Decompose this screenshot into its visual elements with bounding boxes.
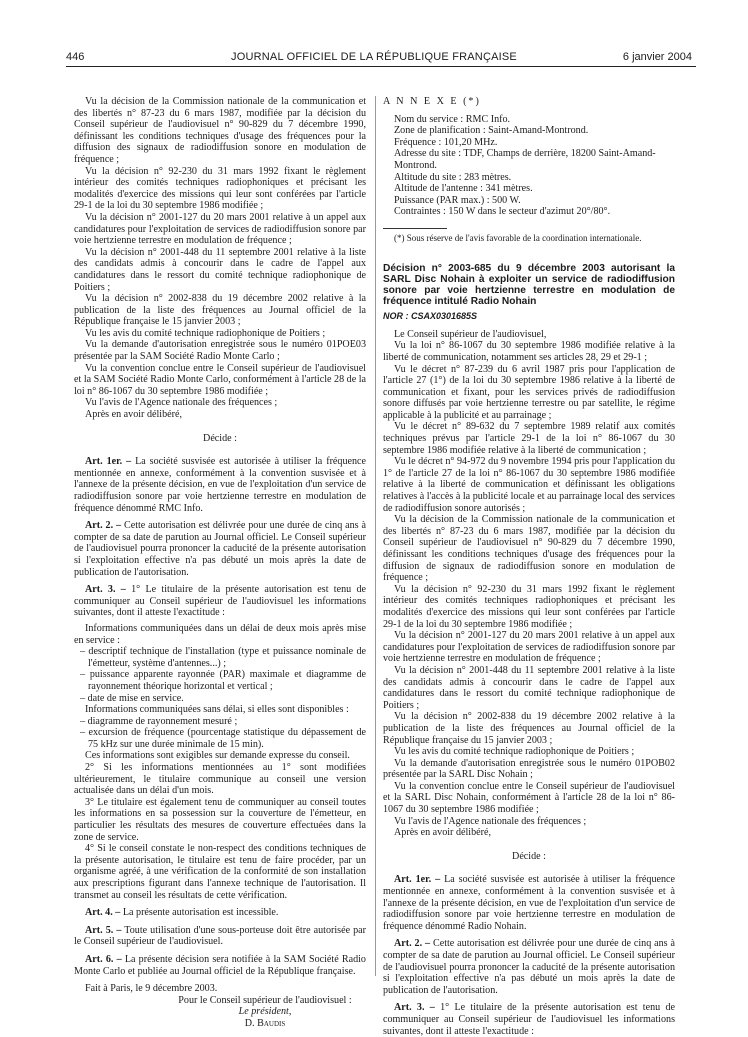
article-2 <box>74 520 366 578</box>
article-4 <box>74 907 366 919</box>
page-number: 446 <box>66 51 85 63</box>
header-rule <box>66 66 696 67</box>
list-item: – date de mise en service. <box>88 693 366 705</box>
article-text: La présente autorisation est incessible. <box>122 907 279 919</box>
signature-for: Pour le Conseil supérieur de l'audiovisuel : <box>178 994 352 1006</box>
signature-block <box>74 995 366 1030</box>
footnote: (*) Sous réserve de l'avis favorable de la coordination internationale. <box>394 232 642 243</box>
consideration: Vu le décret n° 94-972 du 9 novembre 1994 pris pour l'application du 1° de l'article 27 de la loi n° 86-1067 du 30 septembre 1986 modifiée relative à la liberté de communication et définissant les obligations relatives à l'accès à la publicité locale et au parrainage local des services de radiodiffusion sonore autorisés ; <box>383 456 675 514</box>
consideration: Vu la demande d'autorisation enregistrée sous le numéro 01POB02 présentée par la SARL Disc Nohain ; <box>383 757 675 781</box>
annex-line: Contraintes : 150 W dans le secteur d'azimut 20°/80°. <box>394 206 611 218</box>
paragraph-2: 2° Si les informations mentionnées au 1° sont modifiées ultérieurement, le titulaire communique au conseil une version actualisée dans un délai d'un mois. <box>74 762 366 797</box>
article-text: La société susvisée est autorisée à utiliser la fréquence mentionnée en annexe, conformément à la convention susvisée et à l'annexe de la présente décision, en vue de l'exploitation d'un service de radiodiffusion sonore par voie hertzienne terrestre en modulation de fréquence dénommé RMC Info. <box>74 456 366 514</box>
list-no-delay <box>74 716 366 751</box>
article-3 <box>74 584 366 619</box>
demand-note: Ces informations sont exigibles sur demande expresse du conseil. <box>85 750 350 762</box>
consideration: Vu la demande d'autorisation enregistrée sous le numéro 01POE03 présentée par la SAM Société Radio Monte Carlo ; <box>74 339 366 363</box>
info-no-delay: Informations communiquées sans délai, si elles sont disponibles : <box>85 704 349 716</box>
article-label: Art. 3. – <box>85 584 126 596</box>
article-label: Art. 5. – <box>85 924 122 936</box>
journal-title: JOURNAL OFFICIEL DE LA RÉPUBLIQUE FRANÇAISE <box>231 51 517 63</box>
footnote-rule <box>383 228 447 229</box>
article-3 <box>383 1002 675 1037</box>
column-divider <box>375 96 376 976</box>
article-1 <box>383 874 675 932</box>
decide-heading: Décide : <box>203 432 237 444</box>
list-item: – excursion de fréquence (pourcentage statistique du dépassement de 75 kHz sur une durée minimale de 15 min). <box>88 727 366 750</box>
page-header <box>0 0 748 70</box>
article-text: Cette autorisation est délivrée pour une durée de cinq ans à compter de sa date de parution au Journal officiel. Le Conseil supérieur de l'audiovisuel pourra prononcer la caducité de la présente autorisation si l'exploitation effective n'a pas débuté un mois après la date de publication de l'autorisation. <box>383 938 675 996</box>
right-column <box>383 96 675 1037</box>
signature-name: D. Baudis <box>244 1017 286 1029</box>
consideration: Vu la décision n° 2001-448 du 11 septembre 2001 relative à la liste des candidats admis à concourir dans le cadre de l'appel aux candidatures dans le ressort du comité technique radiophonique de Poitiers ; <box>383 664 675 711</box>
consideration: Vu le décret n° 87-239 du 6 avril 1987 pris pour l'application de l'article 27 (1°) de la loi du 30 septembre 1986 relative à la liberté de communication et fixant, pour les services privés de radiodiffusion sonore diffusés par voie hertzienne terrestre ou par satellite, le régime applicable à la publicité et au parrainage ; <box>383 363 675 421</box>
article-text: La présente décision sera notifiée à la SAM Société Radio Monte Carlo et publiée au Journal officiel de la République française. <box>74 953 366 977</box>
consideration: Vu la décision n° 92-230 du 31 mars 1992 fixant le règlement intérieur des comités techniques radiophoniques et précisant les modalités d'exercice des missions qui leur sont conférées par l'article 29-1 de la loi du 30 septembre 1986 modifiée ; <box>74 165 366 212</box>
article-label: Art. 2. – <box>394 938 431 950</box>
decide-heading: Décide : <box>512 850 546 862</box>
consideration: Vu la loi n° 86-1067 du 30 septembre 1986 modifiée relative à la liberté de communication, notamment ses articles 28, 29 et 29-1 ; <box>383 340 675 363</box>
consideration: Vu les avis du comité technique radiophonique de Poitiers ; <box>85 327 326 339</box>
article-text: Cette autorisation est délivrée pour une durée de cinq ans à compter de sa date de parution au Journal officiel. Le Conseil supérieur de l'audiovisuel pourra prononcer la caducité de la présente autorisation si l'exploitation effective n'a pas débuté un mois après la date de publication de l'autorisation. <box>74 520 366 578</box>
consideration: Vu le décret n° 89-632 du 7 septembre 1989 relatif aux comités techniques prévus par l'article 29-1 de la loi n° 86-1067 du 30 septembre 1986 modifiée relative à la liberté de communication ; <box>383 421 675 456</box>
article-label: Art. 3. – <box>394 1002 435 1014</box>
article-2 <box>383 938 675 996</box>
list-item: – descriptif technique de l'installation (type et puissance nominale de l'émetteur, système d'antennes...) ; <box>88 646 366 669</box>
consideration: Vu la décision de la Commission nationale de la communication et des libertés n° 87-23 du 6 mars 1987, modifiée par la décision du Conseil supérieur de l'audiovisuel n° 90-829 du 7 décembre 1990, définissant les conditions techniques d'usage des fréquences pour la diffusion de signaux de radiodiffusion sonore en modulation de fréquence ; <box>383 514 675 584</box>
consideration: Vu la convention conclue entre le Conseil supérieur de l'audiovisuel et la SARL Disc Nohain, conformément à l'article 28 de la loi n° 86-1067 du 30 septembre 1986 modifiée ; <box>383 780 675 816</box>
annex-line: Zone de planification : Saint-Amand-Montrond. <box>394 125 589 137</box>
consideration: Vu la décision de la Commission nationale de la communication et des libertés n° 87-23 du 6 mars 1987, modifiée par la décision du Conseil supérieur de l'audiovisuel n° 90-829 du 7 décembre 1990, définissant les conditions techniques d'usage des fréquences pour la diffusion des signaux de radiodiffusion sonore en modulation de fréquence ; <box>74 96 366 165</box>
consideration: Vu la décision n° 2001-127 du 20 mars 2001 relative à un appel aux candidatures pour l'exploitation de services de radiodiffusion sonore par voie hertzienne terrestre en modulation de fréquence ; <box>74 211 366 247</box>
left-column <box>74 96 366 1030</box>
consideration: Vu la décision n° 2001-448 du 11 septembre 2001 relative à la liste des candidats admis à concourir dans le cadre de l'appel aux candidatures dans le ressort du comité technique radiophonique de Poitiers ; <box>74 246 366 293</box>
annex-line: Altitude du site : 283 mètres. <box>394 171 512 183</box>
consideration: Après en avoir délibéré, <box>394 827 491 839</box>
nor-reference: NOR : CSAX0301685S <box>383 310 478 321</box>
consideration: Vu la décision n° 2002-838 du 19 décembre 2002 relative à la publication de la liste des fréquences au Journal officiel de la République française le 15 janvier 2003 ; <box>74 293 366 328</box>
issue-date: 6 janvier 2004 <box>622 51 692 63</box>
list-item: – diagramme de rayonnement mesuré ; <box>88 716 366 728</box>
list-two-months <box>74 646 366 704</box>
annex-title: A N N E X E (*) <box>383 96 481 107</box>
article-label: Art. 2. – <box>85 520 122 532</box>
list-item: – puissance apparente rayonnée (PAR) maximale et diagramme de rayonnement théorique horizontal et vertical ; <box>88 669 366 692</box>
done-at: Fait à Paris, le 9 décembre 2003. <box>85 983 218 995</box>
article-5 <box>74 925 366 948</box>
consideration: Le Conseil supérieur de l'audiovisuel, <box>394 328 547 340</box>
article-6 <box>74 954 366 977</box>
signature-role: Le président, <box>238 1006 292 1018</box>
annex-line: Altitude de l'antenne : 341 mètres. <box>394 183 533 195</box>
annex-line: Nom du service : RMC Info. <box>394 113 511 125</box>
consideration: Après en avoir délibéré, <box>85 409 182 421</box>
article-text: 1° Le titulaire de la présente autorisation est tenu de communiquer au Conseil supérieur de l'audiovisuel les informations suivantes, dont il atteste l'exactitude : <box>74 584 366 619</box>
article-label: Art. 6. – <box>85 953 122 965</box>
article-label: Art. 4. – <box>85 907 121 919</box>
consideration: Vu l'avis de l'Agence nationale des fréquences ; <box>85 397 278 409</box>
consideration: Vu la décision n° 2002-838 du 19 décembre 2002 relative à la publication de la liste des fréquences au Journal officiel de la République française du 15 janvier 2003 ; <box>383 711 675 746</box>
article-label: Art. 1er. – <box>394 874 441 886</box>
annex-line: Fréquence : 101,20 MHz. <box>394 136 498 148</box>
consideration: Vu l'avis de l'Agence nationale des fréquences ; <box>394 815 587 827</box>
annex-details <box>383 114 675 218</box>
consideration: Vu les avis du comité technique radiophonique de Poitiers ; <box>394 746 635 758</box>
article-text: La société susvisée est autorisée à utiliser la fréquence mentionnée en annexe, conformément à la convention susvisée et à l'annexe de la présente décision, en vue de l'exploitation d'un service de radiodiffusion sonore par voie hertzienne terrestre en modulation de fréquence dénommé Radio Nohain. <box>383 874 675 932</box>
consideration: Vu la décision n° 2001-127 du 20 mars 2001 relative à un appel aux candidatures pour l'exploitation de services de radiodiffusion sonore par voie hertzienne terrestre en modulation de fréquence ; <box>383 630 675 665</box>
info-two-months: Informations communiquées dans un délai de deux mois après mise en service : <box>74 622 366 646</box>
article-text: 1° Le titulaire de la présente autorisation est tenu de communiquer au Conseil supérieur de l'audiovisuel les informations suivantes, dont il atteste l'exactitude : <box>383 1002 675 1037</box>
paragraph-4: 4° Si le conseil constate le non-respect des conditions techniques de la présente autorisation, le titulaire est tenu de faire procéder, par un organisme agréé, à une vérification de la conformité de son installation aux prescriptions figurant dans l'annexe technique de l'autorisation. Il transmet au conseil les résultats de cette vérification. <box>74 843 366 901</box>
consideration: Vu la décision n° 92-230 du 31 mars 1992 fixant le règlement intérieur des comités techniques radiophoniques et précisant les modalités d'exercice des missions qui leur sont conférées par l'article 29-1 de la loi du 30 septembre 1986 modifiée ; <box>383 583 675 630</box>
article-1 <box>74 456 366 514</box>
decision-title: Décision n° 2003-685 du 9 décembre 2003 autorisant la SARL Disc Nohain à exploiter un service de radiodiffusion sonore par voie hertzienne terrestre en modulation de fréquence intitulé Radio Nohain <box>383 262 675 308</box>
article-text: Toute utilisation d'une sous-porteuse doit être autorisée par le Conseil supérieur de l'audiovisuel. <box>74 924 366 948</box>
annex-line: Puissance (PAR max.) : 500 W. <box>394 194 521 206</box>
consideration: Vu la convention conclue entre le Conseil supérieur de l'audiovisuel et la SAM Société Radio Monte Carlo, conformément à l'article 28 de la loi n° 86-1067 du 30 septembre 1986 modifiée ; <box>74 362 366 397</box>
annex-line: Adresse du site : TDF, Champs de derrière, 18200 Saint-Amand-Montrond. <box>394 148 656 171</box>
article-label: Art. 1er. – <box>85 456 132 468</box>
paragraph-3: 3° Le titulaire est également tenu de communiquer au conseil toutes les informations en sa possession sur la couverture de l'émetteur, en particulier les résultats des mesures de couverture effectuées dans la zone de service. <box>74 796 366 843</box>
